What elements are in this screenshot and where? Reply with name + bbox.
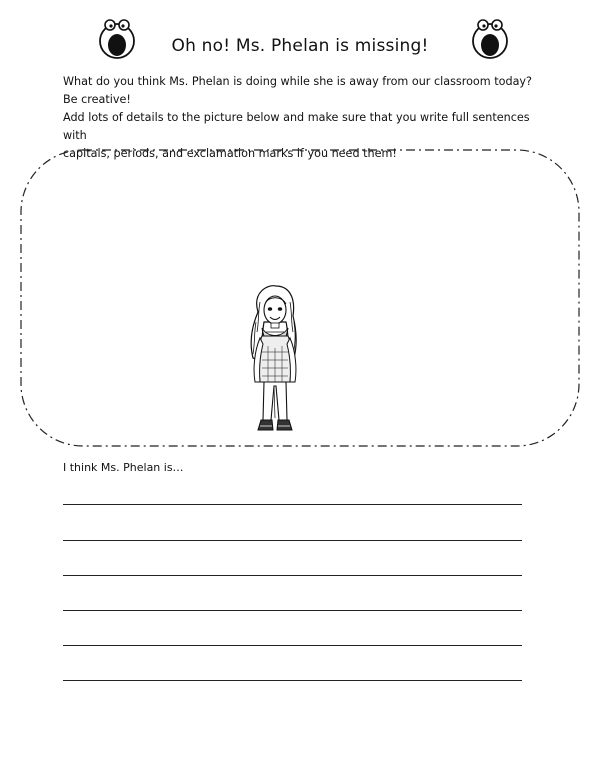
writing-line[interactable] xyxy=(63,680,522,681)
writing-prompt: I think Ms. Phelan is… xyxy=(63,461,184,474)
teacher-cartoon-figure xyxy=(238,282,310,442)
instruction-line: Be creative! xyxy=(63,93,131,106)
writing-line[interactable] xyxy=(63,540,522,541)
writing-line[interactable] xyxy=(63,504,522,505)
writing-line[interactable] xyxy=(63,645,522,646)
instruction-line: Add lots of details to the picture below and make sure that you write full sentences with xyxy=(63,111,530,142)
instruction-line: capitals, periods, and exclamation marks if you need them! xyxy=(63,147,397,160)
screaming-face-icon xyxy=(468,17,512,61)
page-title: Oh no! Ms. Phelan is missing! xyxy=(171,36,429,56)
writing-line[interactable] xyxy=(63,610,522,611)
instruction-line: What do you think Ms. Phelan is doing while she is away from our classroom today? xyxy=(63,75,532,88)
writing-line[interactable] xyxy=(63,575,522,576)
